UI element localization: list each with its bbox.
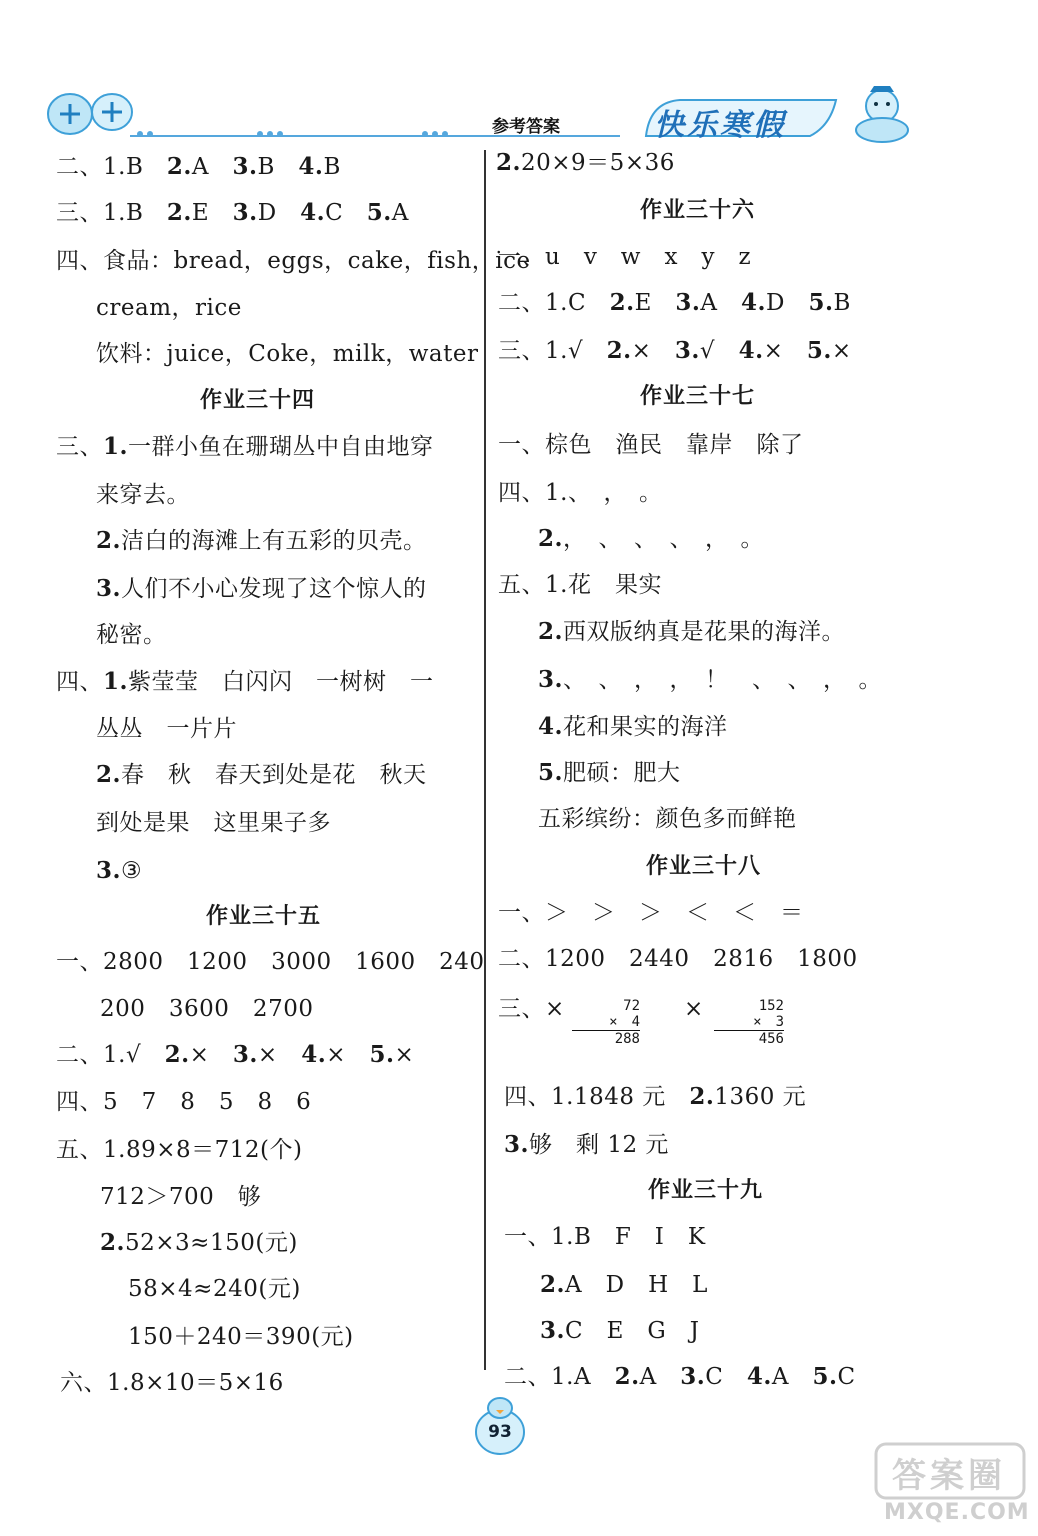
section-heading: 作业三十七	[640, 384, 756, 409]
answer-line: cream，rice	[96, 295, 242, 321]
answer-line: 3.③	[96, 857, 143, 884]
watermark-logo	[870, 1438, 1030, 1528]
book-title-banner	[640, 96, 840, 143]
answer-line: 二、1.C 2.E 3.A 4.D 5.B	[498, 289, 851, 316]
watermark-text: 答案圈	[892, 1456, 1006, 1496]
section-heading: 作业三十五	[206, 904, 322, 929]
answer-line: 五、1.花 果实	[498, 572, 662, 598]
vertical-calculation: 72 × 4 288	[572, 998, 640, 1047]
page-number: 93	[488, 1422, 512, 1442]
answer-line: 四、5 7 8 5 8 6	[56, 1089, 312, 1115]
answer-line: 四、食品：bread，eggs，cake，fish，ice	[56, 248, 531, 274]
answer-line: 二、1200 2440 2816 1800	[498, 946, 858, 972]
answer-line: 3.够 剩 12 元	[504, 1131, 669, 1158]
answer-line: 秘密。	[96, 622, 167, 648]
answer-line: ×	[684, 996, 704, 1022]
answer-line: 712＞700 够	[100, 1184, 262, 1210]
answer-line: 四、1.、 ， 。	[498, 480, 663, 506]
answer-line: 二、1.A 2.A 3.C 4.A 5.C	[504, 1363, 856, 1390]
answer-line: 5.肥硕：肥大	[538, 759, 681, 786]
watermark-url: MXQE.COM	[884, 1500, 1030, 1525]
section-heading: 作业三十九	[648, 1178, 764, 1203]
answer-line: 一、＞ ＞ ＞ ＜ ＜ ＝	[498, 900, 804, 926]
answer-line: 3.C E G J	[540, 1317, 700, 1344]
column-divider	[484, 150, 486, 1370]
answer-line: 三、×	[498, 996, 565, 1022]
answer-line: 到处是果 这里果子多	[96, 810, 331, 836]
section-heading: 作业三十八	[646, 854, 762, 879]
answer-line: 一、棕色 渔民 靠岸 除了	[498, 432, 804, 458]
answer-line: 58×4≈240(元)	[128, 1276, 301, 1302]
snowflake-cartoon-icon	[40, 88, 140, 138]
answer-line: 三、1.一群小鱼在珊瑚丛中自由地穿	[56, 433, 434, 460]
answer-line: 来穿去。	[96, 482, 190, 508]
answer-line: 2.， 、 、 、 ， 。	[538, 525, 765, 552]
answer-line: 2.20×9＝5×36	[496, 149, 675, 176]
answer-line: 一、u v w x y z	[498, 244, 752, 270]
answer-line: 2.A D H L	[540, 1271, 708, 1298]
answer-line: 三、1.B 2.E 3.D 4.C 5.A	[56, 199, 409, 226]
vertical-calculation: 152 × 3 456	[714, 998, 784, 1047]
answer-line: 2.春 秋 春天到处是花 秋天	[96, 761, 427, 788]
answer-line: 3.人们不小心发现了这个惊人的	[96, 575, 427, 602]
answer-line: 二、1.B 2.A 3.B 4.B	[56, 153, 341, 180]
answer-line: 五、1.89×8＝712(个)	[56, 1137, 303, 1163]
answer-line: 2.52×3≈150(元)	[100, 1229, 298, 1256]
snowman-mascot-icon	[840, 84, 920, 144]
answer-line: 一、1.B F I K	[504, 1224, 706, 1250]
answer-line: 4.花和果实的海洋	[538, 713, 728, 740]
answer-line: 四、1.紫莹莹 白闪闪 一树树 一	[56, 668, 434, 695]
header-title: 参考答案	[492, 117, 560, 137]
section-heading: 作业三十六	[640, 198, 756, 223]
answer-line: 150＋240＝390(元)	[128, 1324, 354, 1350]
answer-line: 二、1.√ 2.× 3.× 4.× 5.×	[56, 1041, 415, 1068]
answer-line: 饮料：juice，Coke，milk，water	[96, 341, 479, 367]
answer-line: 五彩缤纷：颜色多而鲜艳	[538, 806, 797, 832]
answer-line: 一、2800 1200 3000 1600 240	[56, 949, 485, 975]
page-number-badge	[470, 1394, 530, 1458]
answer-line: 六、1.8×10＝5×16	[60, 1370, 284, 1396]
answer-line: 2.西双版纳真是花果的海洋。	[538, 618, 846, 645]
answer-line: 2.洁白的海滩上有五彩的贝壳。	[96, 527, 427, 554]
section-heading: 作业三十四	[200, 388, 316, 413]
answer-line: 丛丛 一片片	[96, 716, 237, 742]
book-title-text: 快乐寒假	[654, 108, 786, 143]
answer-line: 3.、 、 ， ， ！ 、 、 ， 。	[538, 666, 883, 693]
answer-line: 四、1.1848 元 2.1360 元	[504, 1083, 807, 1110]
answer-line: 200 3600 2700	[100, 996, 314, 1022]
answer-line: 三、1.√ 2.× 3.√ 4.× 5.×	[498, 337, 852, 364]
